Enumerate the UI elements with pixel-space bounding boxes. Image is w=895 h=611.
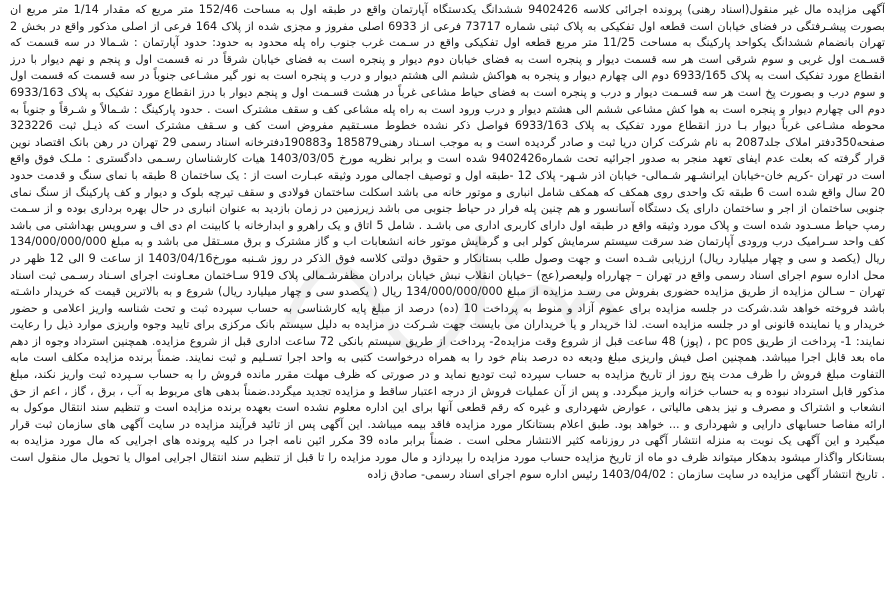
auction-notice-document xyxy=(10,2,885,606)
notice-body-text: آگهی مزایده مال غیر منقول(اسناد رهنی) پرونده اجرائی کلاسه 9402426 ششدانگ یکدستگاه آپارتمان واقع در طبقه اول به مساحت 152/46 متر مربع که مقدار 1/14 متر مربع ان بصورت پیشـرفتگی در فضای خیابان است قطعه اول تفکیکی به پلاک ثبتی شماره 73717 فرعی از 6933 اصلی مفروز و مجزی شده از پلاک 164 فرعی از اصلی مذکور واقع در بخش 2 تهران بانضمام ششدانگ یکواحد پارکینگ به مساحت 11/25 متر مربع قطعه اول تفکیکی واقع در سـمت غرب جنوب راه پله محدود به حدود: حدود آپارتمان : شـمالا در سه قسمت که قسـمت اول غربی و سوم شرقی است هر سه قسمت دیوار و پنجره است به فضای خیابان دوم دیوار و پنجره است به فضای خیابان شرقاً در نه قسمت اول و پنجم و نهم دیوار با درز انقطاع مورد تفکیک است به پلاک 6933/165 دوم الی چهارم دیوار و پنجره به هواکش ششم الی هشتم دیوار و درب و پنجره است به نور گیر مشـاعی جنوباً در سه قسمت که قسمت اول و سوم درب و بصورت پخ است هر سه قسـمت دیوار و درب و پنجره است به فضای حیاط مشاعی غرباً در هشت قسـمت اول و پنجم دیوار با درز انقطاع مورد تفکیک به پلاک 6933/163 دوم الی چهارم دیوار و پنجره است به هوا کش مشاعی ششم الی هشتم دیوار و درب ورود است به راه پله مشاعی کف و سقف مشترک است . حدود پارکینگ : شـمالاً و شـرقاً و جنوباً به محوطه مشـاعی غرباً دیوار بـا درز انقطاع مورد تفکیک به پلاک 6933/163 فواصل ذکر نشده خطوط مسـتقیم مفروض است کف و سـقف مشترک است که ذیـل ثبت 323226 صفحه350دفتر املاک جلد2087 به نام شرکت کران دریا ثبت و صادر گردیده است و به موجب اسـناد رهنی185879 و190883دفترخانه اسناد رسمی 29 تهران در رهن بانک اقتصاد نوین قرار گرفته که بعلت عدم ایفای تعهد منجر به صدور اجرائیه تحت شماره9402426 شده است و برابر نظریه مورخ 1403/03/05 هیات کارشناسان رسـمی دادگستری : ملـک فوق واقع است در تهران -کریم خان-خیابان ایرانشـهر شـمالی- خیابان اذر شـهر- پلاک 12 -طبقه اول و توصیف اجمالی مورد وثیقه عبـارت است از : یک ساختمان 8 طبقه با نمای سنگ و قدمت حدود 20 سال واقع شده است 6 طبقه تک واحدی روی همکف که همکف شامل انباری و موتور خانه می باشد اسکلت ساختمان فولادی و سقف تیرچه بلوک و دیوار و کف پارکینگ از سنگ نمای جنوبی ساختمان از اجر و ساختمان دارای یک دستگاه آسانسور و هم چنین پله فرار در حیاط جنوبی می باشد زیرزمین در زمان بازدید به عنوان انباری در حال بهره برداری بوده و از سـمت رمپ حیاط مسـدود شده است و پلاک مورد وثیقه واقع در طبقه اول دارای کاربری اداری می باشـد . شامل 5 اتاق و یک راهرو و ابدارخانه با کابینت ام دی اف و سرویس بهداشتی می باشد کف واحد سـرامیک درب ورودی آپارتمان ضد سرقت سیستم سرمایش کولر ابی و گرمایش موتور خانه انشعابات اب و گاز مشترک و برق مسـتقل می باشد و به مبلغ 134/000/000/000 ریال (یکصد و سی و چهار میلیارد ریال) ارزیابی شـده است و جهت وصول طلب بستانکار و حقوق دولتی کلاسه فوق الذکر در روز شـنبه مورخ1403/04/16 از ساعت 9 الی 12 ظهر در محل اداره سوم اجرای اسناد رسمی واقع در تهران – چهارراه ولیعصر(عج) –خیابان انقلاب نبش خیابان برادران مظفرشـمالی پلاک 919 سـاختمان معـاونت اجرای اسـناد رسـمی ثبت اسناد تهران – سـالن مزایده از طریق مزایده حضوری بفروش می رسـد مزایده از مبلغ 134/000/000/000 ریال ( یکصدو سی و چهار میلیارد ریال) شروع و به بالاترین قیمت که خریدار داشـته باشد فروخته خواهد شد.شرکت در جلسه مزایده برای عموم آزاد و منوط به پرداخت 10 (ده) درصد از مبلغ پایه کارشناسی به حساب سپرده ثبت و تحت شناسه واریز اعلامی و حضور خریدار و یا نماینده قانونی او در جلسه مزایده است. لذا خریدار و یا خریداران می بایست جهت شـرکت در مزایده به دلیل سیستم بانک مرکزی برای تایید وجوه واریزی موارد ذیل را رعایت نمایند: 1- پرداخت از طریق pc pos ، (پوز) 48 ساعت قبل از شروع وقت مزایده2- پرداخت از طریق سیستم بانکی 72 ساعت اداری قبل از شروع مزایده. همچنین استرداد وجوه از دهم ماه بعد قابل اجرا میباشد. همچنین اصل فیش واریزی مبلغ ودیعه ده درصد بنام خود را به همراه درخواست کتبی به واحد اجرا تسـلیم و ثبت نمایند. ضمناً برنده مزایده مکلف است مابه التفاوت مبلغ فروش را ظرف مدت پنج روز از تاریخ مزایده به حساب سپرده ثبت تودیع نماید و در صورتی که ظرف مهلت مقرر مانده فروش را به حساب سـپرده ثبت واریز نکند، مبلغ مذکور قابل استرداد نبوده و به حساب خزانه واریز میگردد. و پس از آن عملیات فروش از درجه اعتبار ساقط و مزایده تجدید میگردد.ضمناً بدهی های مربوط به آب ، برق ، گاز ، اعم از حق انشعاب و اشتراک و مصرف و نیز بدهی مالیاتی ، عوارض شهرداری و غیره که رقم قطعی آنها برای این اداره معلوم نشده است بعهده برنده مزایده است و تنظیم سند انتقال موکول به ارائه مفاصا حسابهای دارایی و شهرداری و ... خواهد بود. طبق اعلام بستانکار مورد مزایده فاقد بیمه میباشد. این آگهی پس از تائید فرآیند مزایده در سایت آگهی های سازمان ثبت قرار میگیرد و این آگهی یک نوبت به منزله انتشار آگهی در روزنامه کثیر الانتشار محلی است . ضمناً برابر ماده 39 مکرر ائین نامه اجرا در کلیه پرونده های اجرایی که مال مورد مزایده به بستانکار واگذار میشود بدهکار میتواند ظرف دو ماه از تاریخ مزایده حساب مورد مزایده را بپردازد و مال مورد مزایده را تا قبل از تنظیم سند انتقال اجرایی اموال یا تحویل مال منقول است . تاریخ انتشار آگهی مزایده در سایت سازمان : 1403/04/02 رئیس اداره سوم اجرای اسناد رسمی- صادق زاده xyxy=(10,3,885,481)
